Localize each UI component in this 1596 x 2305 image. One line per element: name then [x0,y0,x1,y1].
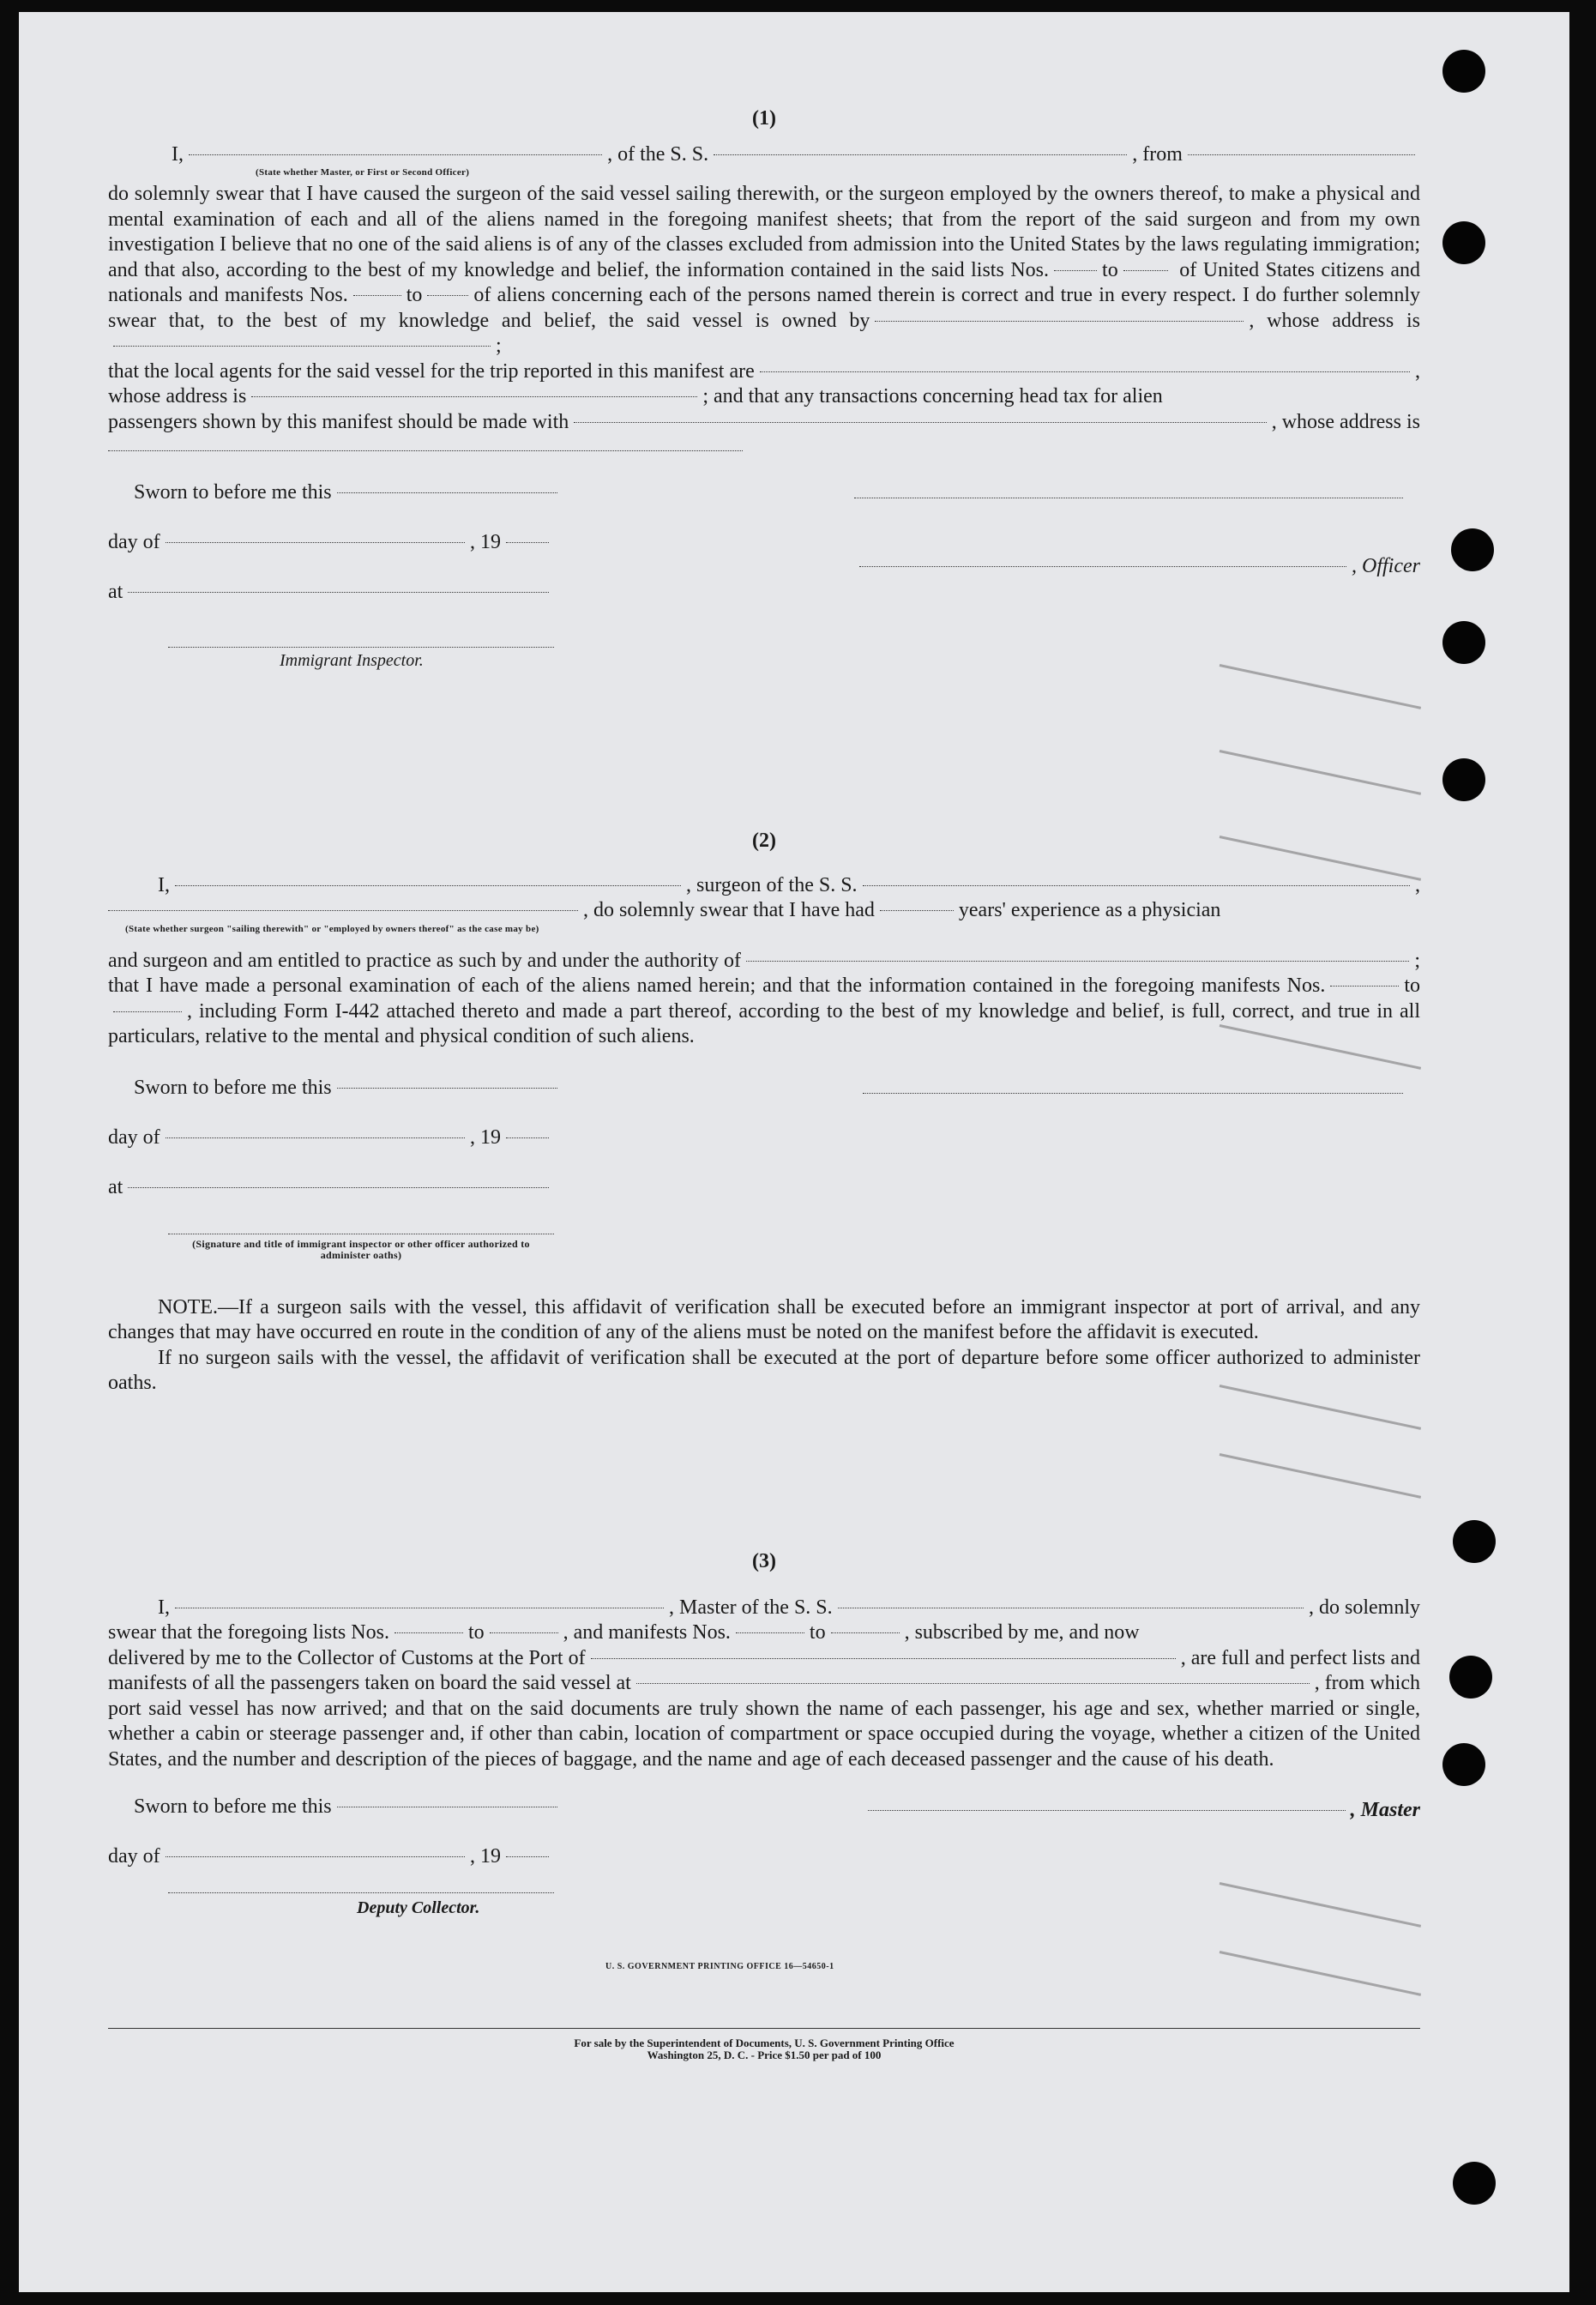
section-2: (2) I, , surgeon of the S. S. , , do solemnly swear that I have had years' experience as a physician (State whether surgeon "sailing therewith" or "employed by owners thereof" as the case may be) and surgeon and am entitled to practice as such by and under the authority of ; that I have made a personal examination of each of the aliens named herein; and that the information contained in the foregoing manifests Nos. to, including Form I-442 attached thereto and made a part thereof, according to the best of my knowledge and belief, is full, correct, and true in all particulars, relative to the mental and physical condition of such aliens. Sworn to before me this day of , 19 at (Signature and title of immigrant inspector or other officer authorized to administer oaths) NOTE.—If a surgeon sails with the vessel, this affidavit of verification shall be executed before an immigrant inspector at port of arrival, and any changes that may have occurred en route in the condition of any of the aliens must be noted on the manifest before the affidavit is executed. If no surgeon sails with the vessel, the affidavit of verification shall be executed at the port of departure before some officer authorized to administer oaths. [108,829,1420,1397]
owner-address-field[interactable] [113,346,491,347]
signer-caption: Immigrant Inspector. [280,651,424,670]
section-3-body: port said vessel has now arrived; and that on the said documents are truly shown the name of each passenger, his age and sex, whether married or single, whether a cabin or steerage passenger and, if other than cabin, location of compartment or space occupied during the voyage, whether a citizen of the United States, and the number and description of the pieces of baggage, and the name and age of each deceased passenger and the cause of his death. [108,1697,1420,1771]
section-heading: (1) [752,107,776,130]
punch-hole [1442,1743,1485,1786]
section-heading: (2) [752,830,776,852]
signer-block [108,1892,1420,1935]
text: , 19 [470,531,501,553]
surgeon-type-field[interactable] [108,910,578,911]
text: Sworn to before me this [134,481,332,504]
text: manifests of all the passengers taken on board the said vessel at [108,1672,631,1694]
field-hint: (State whether surgeon "sailing therewith" or "employed by owners thereof" as the case may be) [125,923,539,934]
lists-to-field[interactable] [1123,270,1168,271]
manifests-from-field[interactable] [1330,986,1399,987]
day-month-field[interactable] [166,1856,465,1857]
day-month-field[interactable] [166,1137,465,1138]
text: I, [172,142,184,166]
text: day of [108,1125,160,1149]
text: , from which [1314,1672,1420,1694]
text: years' experience as a physician [958,899,1221,921]
punch-hole [1442,621,1485,664]
text: , 19 [470,1125,501,1149]
inspector-signature-line[interactable] [168,647,554,648]
text: , of the S. S. [607,142,709,166]
text: , whose address is [1271,410,1420,433]
manifests-to-field[interactable] [427,295,468,296]
deputy-collector-signature-line[interactable] [168,1892,554,1893]
text: swear that the foregoing lists Nos. [108,1621,389,1644]
punch-hole [1451,528,1494,571]
note-label: NOTE. [158,1295,218,1318]
text: , from [1132,142,1183,166]
text: to [809,1621,826,1644]
signer-caption: Deputy Collector. [357,1898,480,1917]
section-3 [108,1549,1420,1971]
master-label: , Master [1350,1799,1420,1821]
manifests-to-field[interactable] [113,1011,182,1012]
officer-name-field[interactable] [859,566,1346,567]
section-1: (1) I, , of the S. S. , from (State whether Master, or First or Second Officer) do solemnly swear that I have caused the surgeon of the said vessel sailing therewith, or the surgeon employed by the owners thereof, to make a physical and mental examination of each and all of the aliens named in the foregoing manifest sheets; that from the report of the said surgeon and from my own investigation I believe that no one of the said aliens is of any of the classes excluded from admission into the United States by the laws regulating immigration; and that also, according to the best of my knowledge and belief, the information contained in the said lists Nos. to of United States citizens and nationals and manifests Nos. to of aliens concerning each of the persons named therein is correct and true in every respect. I do further solemnly swear that, to the best of my knowledge and belief, the said vessel is owned by , whose address is; that the local agents for the said vessel for the trip reported in this manifest are , whose address is ; and that any transactions concerning head tax for alien passengers shown by this manifest should be made with , whose address is Sworn to before me this day of , 19 at , Officer Immigrant Inspector. [108,106,1420,681]
text: , whose address is [1249,309,1421,332]
text: to [406,284,423,306]
year-field[interactable] [506,1137,549,1138]
text: Sworn to before me this [134,1076,332,1099]
text: , do solemnly [1309,1596,1420,1619]
text: to [1102,258,1118,281]
text: whose address is [108,385,247,407]
officer-label: , Officer [1352,555,1420,577]
signer-block [108,647,1420,681]
text: of aliens concerning each of the persons named therein is correct and true in every respect. I do further solemnly swear that, to the best of my knowledge and belief, the said vessel is owned by [108,284,1421,332]
text: do solemnly swear that I have caused the surgeon of the said vessel sailing therewith, or the surgeon employed by the owners thereof, to make a physical and mental examination of each and all of the aliens named in the foregoing manifest sheets; that from the report of the said surgeon and from my own investigation I believe that no one of the said aliens is of any of the classes excluded from admission into the United States by the laws regulating immigration; and that also, according to the best of my knowledge and belief, the information contained in the said lists Nos. [108,183,1420,281]
place-field[interactable] [128,1187,549,1188]
year-field[interactable] [506,542,549,543]
bleed-through-mark [1220,1951,1421,1996]
field-hint: (State whether Master, or First or Second Officer) [256,167,470,178]
form-page [19,12,1569,2292]
punch-hole [1453,1520,1496,1563]
surgeon-name-field[interactable] [175,885,681,886]
text: , and manifests Nos. [563,1621,731,1644]
jurat-block [108,467,1420,647]
text: day of [108,531,160,553]
section-1-body: do solemnly swear that I have caused the surgeon of the said vessel sailing therewith, or the surgeon employed by the owners thereof, to make a physical and mental examination of each and all of the aliens named in the foregoing manifest sheets; that from the report of the said surgeon and from my own investigation I believe that no one of the said aliens is of any of the classes excluded from admission into the United States by the laws regulating immigration; and that also, according to the best of my knowledge and belief, the information contained in the said lists Nos. to of United States citizens and nationals and manifests Nos. to of aliens concerning each of the persons named therein is correct and true in every respect. I do further solemnly swear that, to the best of my knowledge and belief, the said vessel is owned by , whose address is; [108,183,1421,357]
bleed-through-mark [1220,1453,1421,1499]
text: passengers shown by this manifest should be made with [108,410,569,433]
footer-line-2: Washington 25, D. C. - Price $1.50 per pad of 100 [647,2049,882,2061]
manifests-to-field[interactable] [831,1632,900,1633]
vessel-name-field[interactable] [863,885,1410,886]
signer-block [108,1234,1420,1282]
note-paragraph [108,1295,1420,1346]
lists-from-field[interactable] [394,1632,463,1633]
years-experience-field[interactable] [880,910,954,911]
text: and surgeon and am entitled to practice as such by and under the authority of [108,949,741,972]
footer [108,2028,1420,2061]
text: , Master of the S. S. [669,1596,833,1619]
text: I, [158,1596,170,1619]
text: that I have made a personal examination of each of the aliens named herein; and that the information contained in the foregoing manifests Nos. [108,974,1326,997]
jurat-block [108,1062,1420,1234]
section-heading: (3) [752,1550,776,1572]
text: to [467,1621,485,1644]
text: at [108,581,123,603]
agents-address-field[interactable] [251,396,697,397]
punch-hole [1442,50,1485,93]
footer-line-1: For sale by the Superintendent of Documents, U. S. Government Printing Office [574,2036,955,2049]
manifests-from-field[interactable] [736,1632,804,1633]
vessel-name-field[interactable] [714,154,1127,155]
text: , including Form I-442 attached thereto and made a part thereof, according to the best of my knowledge and belief, is full, correct, and true in all particulars, relative to the mental and physical condition of such aliens. [108,999,1420,1047]
text: I, [158,873,170,896]
signer-caption: (Signature and title of immigrant inspector or other officer authorized to administer oaths) [192,1237,530,1261]
punch-hole [1442,221,1485,264]
day-month-field[interactable] [166,542,465,543]
from-port-field[interactable] [1188,154,1415,155]
gpo-imprint: U. S. GOVERNMENT PRINTING OFFICE 16—54650-1 [605,1962,834,1971]
section-2-body [108,974,1420,1050]
authority-field[interactable] [746,961,1409,962]
text: , do solemnly swear that I have had [583,899,875,921]
lists-to-field[interactable] [490,1632,558,1633]
text: at [108,1175,123,1198]
footer-rule [108,2028,1420,2029]
surgeon-signature-line[interactable] [863,1093,1403,1094]
place-field[interactable] [128,592,549,593]
text: that the local agents for the said vessel for the trip reported in this manifest are [108,359,755,383]
text: of United States citizens and nationals and manifests Nos. [108,258,1421,306]
text: , subscribed by me, and now [904,1621,1140,1644]
text: day of [108,1845,160,1868]
sworn-date-field[interactable] [337,1088,557,1089]
bleed-through-mark [1220,750,1421,795]
departure-port-field[interactable] [636,1683,1310,1684]
year-field[interactable] [506,1856,549,1857]
head-tax-contact-field[interactable] [574,422,1266,423]
text: Sworn to before me this [134,1795,332,1818]
text: delivered by me to the Collector of Customs at the Port of [108,1646,586,1669]
punch-hole [1449,1656,1492,1699]
sworn-date-field[interactable] [337,492,557,493]
owner-field[interactable] [875,321,1244,322]
text: to [1404,974,1420,997]
master-signature-line[interactable] [868,1810,1346,1811]
text: —If a surgeon sails with the vessel, this affidavit of verification shall be executed before an immigrant inspector at port of arrival, and any changes that may have occurred en route in the condition of any of the aliens must be noted on the manifest before the affidavit is executed. [108,1295,1420,1343]
manifests-from-field[interactable] [353,295,401,296]
text: , 19 [470,1845,501,1868]
text: , are full and perfect lists and [1180,1646,1420,1669]
lists-from-field[interactable] [1054,270,1097,271]
punch-hole [1442,758,1485,801]
text: , surgeon of the S. S. [686,873,858,896]
address-continuation-line[interactable] [108,450,743,451]
port-field[interactable] [591,1658,1176,1659]
note-paragraph: If no surgeon sails with the vessel, the affidavit of verification shall be executed at the port of departure before some officer authorized to administer oaths. [108,1346,1420,1394]
text: ; and that any transactions concerning head tax for alien [702,385,1163,407]
local-agents-field[interactable] [760,371,1410,372]
officer-rank-field[interactable] [189,154,602,155]
punch-hole [1453,2162,1496,2205]
jurat-block [108,1781,1420,1892]
